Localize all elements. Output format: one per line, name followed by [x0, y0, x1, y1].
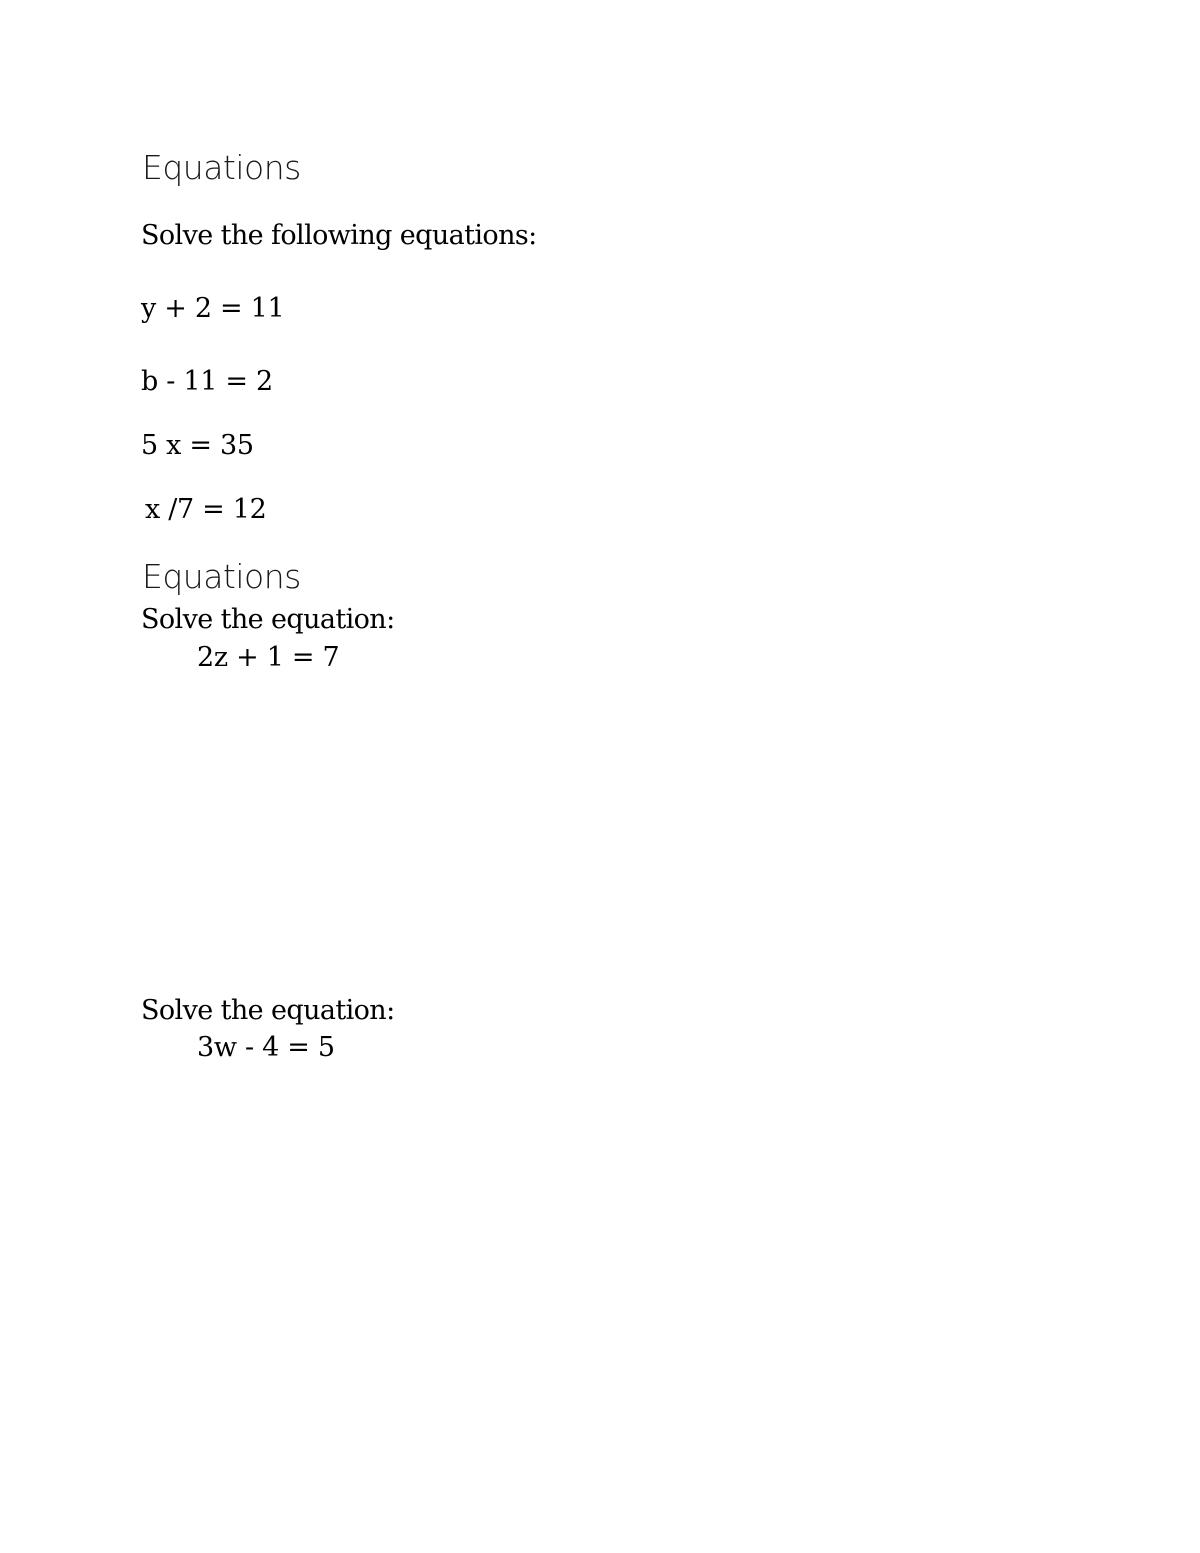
problem-2-equation: 3w - 4 = 5	[197, 1032, 335, 1063]
section-2-heading: Equations	[142, 557, 301, 596]
equation-4: x /7 = 12	[145, 494, 267, 525]
section-1-heading: Equations	[142, 148, 301, 187]
equation-2: b - 11 = 2	[141, 366, 273, 397]
problem-1-prompt: Solve the equation:	[141, 604, 395, 635]
problem-1-equation: 2z + 1 = 7	[197, 642, 340, 673]
equation-1: y + 2 = 11	[141, 293, 285, 324]
section-1-instruction: Solve the following equations:	[141, 220, 537, 251]
equation-3: 5 x = 35	[141, 430, 254, 461]
problem-2-prompt: Solve the equation:	[141, 995, 395, 1026]
